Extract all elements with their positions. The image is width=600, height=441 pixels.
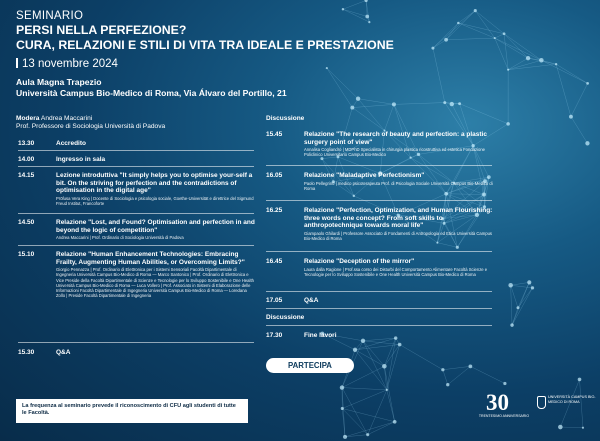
divider (266, 165, 492, 166)
divider (266, 291, 492, 292)
program-time: 15.45 (266, 131, 283, 138)
university-crest-icon (537, 396, 546, 409)
program-time: 14.50 (18, 219, 35, 226)
event-date (16, 58, 118, 70)
divider (266, 200, 492, 201)
divider (18, 166, 254, 167)
title-line-1: PERSI NELLA PERFEZIONE? (16, 23, 187, 37)
university-name: UNIVERSITÀ CAMPUS BIO-MEDICO DI ROMA (548, 395, 596, 404)
moderator (16, 115, 165, 132)
program-title: Ingresso in sala (56, 156, 106, 163)
program-time: 15.10 (18, 251, 35, 258)
program-speakers: Annalisa Cogliandro | MDPhD Specialista in chirurgia plastica ricostruttiva ed estetica Fondazione Policlinico Universitario Campus Bio-Medico (304, 147, 486, 158)
anniversary-logo: 30 (486, 390, 509, 415)
program-speakers: Laura dalla Ragione | Prof.ssa corso dei Disturbi del Comportamento Alimentare Facoltà Scienze e Tecnologie per lo Sviluppo Sostenibile e One Health Università Campus Bio-Medico di Roma (304, 266, 488, 277)
program-title: Relazione "Lost, and Found? Optimisation and perfection in and beyond the logic of competition" (56, 219, 255, 234)
program-title: Q&A (304, 297, 319, 304)
program-time: 15.30 (18, 349, 35, 356)
program-title: Q&A (56, 349, 71, 356)
moderator-label: Modera (16, 115, 40, 122)
event-venue (16, 77, 287, 99)
program-title: Relazione "The research of beauty and perfection: a plastic surgery point of view" (304, 131, 487, 146)
program-title: Relazione "Human Enhancement Technologies: Embracing Frailty, Augmenting Human Abilities, or Overcoming Limits?" (56, 251, 245, 266)
program-title: Relazione "Maladaptive Perfectionism" (304, 172, 425, 179)
program-time: 17.30 (266, 332, 283, 339)
program-time: 16.45 (266, 258, 283, 265)
program-title: Lezione introduttiva "It simply helps you to optimise your-self a bit. On the striving for perfection and the contradictions of optimisation in the digital age" (56, 172, 253, 195)
program-speakers: Andrea Maccarini | Prof. Ordinario di Sociologia Università di Padova (56, 235, 184, 241)
moderator-affiliation: Prof. Professore di Sociologia Università di Padova (16, 123, 166, 131)
program-speakers: Paolo Pellegrino | medico psicoterapeuta Prof. di Psicologia Sociale Università Campus Bio-Medico di Roma (304, 180, 493, 191)
program-speakers: Giorgio Pennazza | Prof. Ordinario di Elettronica per i Sistemi Sensoriali Facoltà Dipartimentale di Ingegneria Università Campus Bio-Medico di Roma — Marco Santonico | Prof. Ordinario di Elettronica e Vice Preside della Facoltà Dipartimentale di Scienze e Tecnologie per lo Sviluppo Sostenibile e One Health Università Campus Bio-Medico di Roma — Luca Vollero | Prof. Associato in Sistemi di Elaborazione delle Informazioni Facoltà Dipartimentale di Ingegneria Università Campus Bio-Medico di Roma — Loredana Zollo | Preside Facoltà Dipartimentale di Ingegneria (56, 267, 254, 299)
program-time: 16.25 (266, 207, 283, 214)
program-time: 16.05 (266, 172, 283, 179)
venue-line-1: Aula Magna Trapezio (16, 77, 102, 87)
divider (18, 245, 254, 246)
program-speakers: Giampaolo Ghilardi | Professore Associato di Fondamenti di Antropologia ed Etica Università Campus Bio-Medico di Roma (304, 230, 492, 241)
program-time: 14.15 (18, 172, 35, 179)
partecipa-button[interactable]: PARTECIPA (266, 358, 354, 373)
section-title: Discussione (266, 314, 305, 321)
title-line-2: CURA, RELAZIONI E STILI DI VITA TRA IDEALE E PRESTAZIONE (16, 37, 394, 52)
program-time: 17.05 (266, 297, 283, 304)
section-title: Discussione (266, 115, 305, 122)
eyebrow-label: SEMINARIO (16, 10, 84, 22)
divider (266, 325, 492, 326)
program-time: 13.30 (18, 140, 35, 147)
page-title (16, 23, 586, 52)
venue-line-2: Università Campus Bio-Medico di Roma, Via Álvaro del Portillo, 21 (16, 88, 287, 98)
program-title: Relazione "Perfection, Optimization, and Human Flourishing: three words one concept? From soft skills to anthropotechnique towards moral life" (304, 207, 493, 230)
moderator-name: Andrea Maccarini (40, 115, 93, 122)
divider (266, 308, 492, 309)
program-title: Relazione "Deception of the mirror" (304, 258, 415, 265)
anniversary-caption: TRENTESIMO ANNIVERSARIO (478, 414, 530, 418)
divider (18, 150, 254, 151)
credits-note: La frequenza al seminario prevede il riconoscimento di CFU agli studenti di tutte le Facoltà. (16, 399, 248, 423)
divider (18, 213, 254, 214)
program-title: Fine lavori (304, 332, 337, 339)
event-date-text: 13 novembre 2024 (22, 58, 118, 70)
program-speakers: Pröfusa Vera King | Docente di Sociologia e psicologia sociale, Goethe-Universität e direttrice del Sigmund Freud Institut, Francoforte (56, 195, 254, 206)
divider (266, 251, 492, 252)
divider (18, 342, 254, 343)
date-bar-icon (16, 58, 18, 68)
program-title: Accredito (56, 140, 86, 147)
program-time: 14.00 (18, 156, 35, 163)
